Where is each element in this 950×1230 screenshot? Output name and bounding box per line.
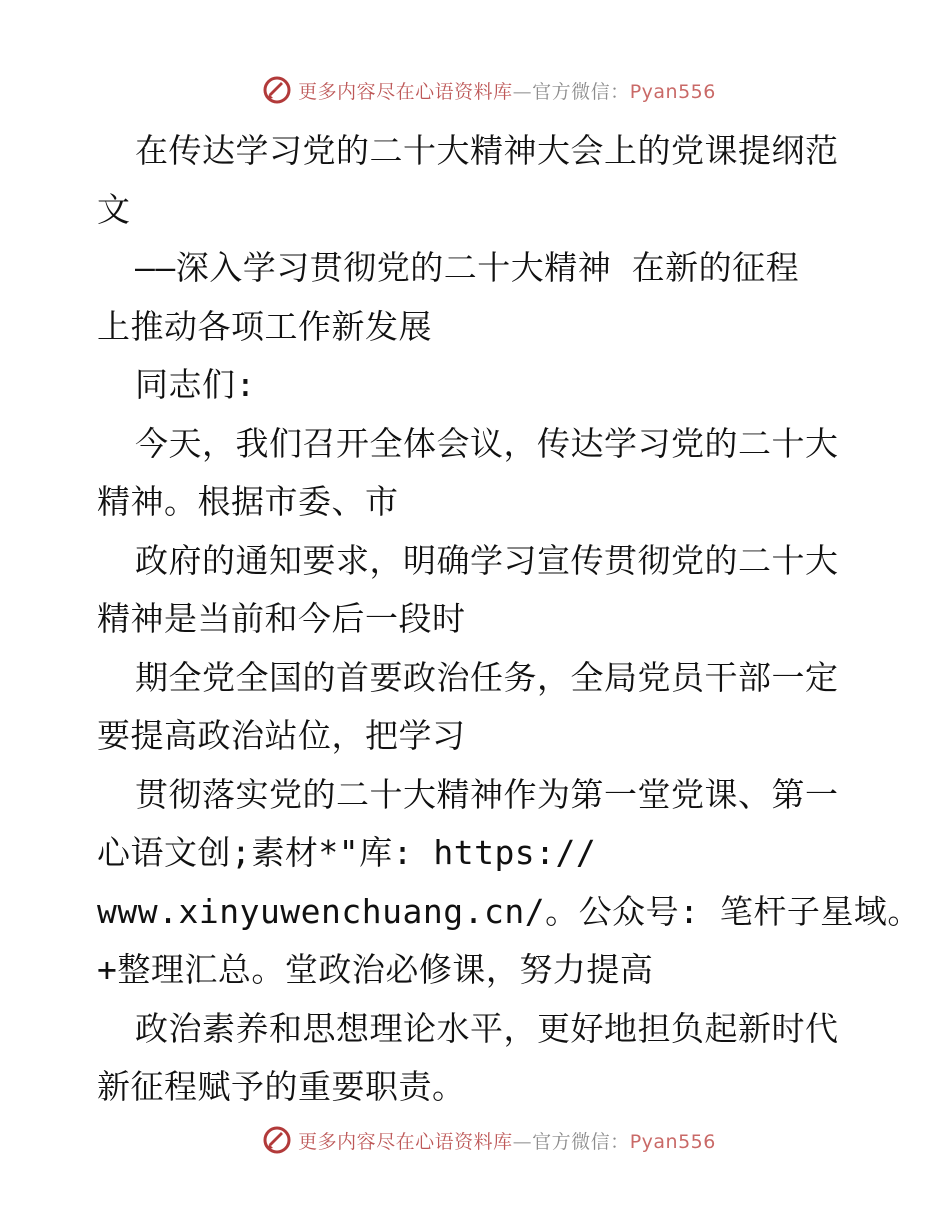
text-line: 要提高政治站位，把学习 xyxy=(97,716,466,755)
quill-logo-icon xyxy=(262,1125,292,1155)
banner-prefix: 更多内容尽在心语资料库 xyxy=(298,1130,513,1153)
banner-inner xyxy=(234,75,716,105)
text-line: 同志们: xyxy=(135,365,256,404)
text-line: 新征程赋予的重要职责。 xyxy=(97,1067,466,1106)
text-line: 期全党全国的首要政治任务，全局党员干部一定 xyxy=(135,657,839,697)
banner-middle: 官方微信： xyxy=(532,1130,630,1153)
text-line: 精神。根据市委、市 xyxy=(97,482,399,521)
quill-logo-icon xyxy=(262,75,292,105)
footer-watermark-banner xyxy=(0,1120,950,1160)
text-line: 精神是当前和今后一段时 xyxy=(97,599,466,638)
banner-text xyxy=(298,77,716,104)
text-line: ——深入学习贯彻党的二十大精神 在新的征程 xyxy=(135,248,800,287)
banner-text xyxy=(298,1127,716,1154)
text-line: 上推动各项工作新发展 xyxy=(97,306,432,346)
text-line: www.xinyuwenchuang.cn/。公众号: 笔杆子星域。 xyxy=(97,891,921,931)
text-line: 文 xyxy=(97,189,131,229)
text-line: 贯彻落实党的二十大精神作为第一堂党课、第一 xyxy=(135,774,839,814)
banner-prefix: 更多内容尽在心语资料库 xyxy=(298,80,513,103)
text-line: 今天，我们召开全体会议，传达学习党的二十大 xyxy=(135,423,839,463)
header-watermark-banner xyxy=(0,70,950,110)
text-line: 心语文创;素材*"库: https:// xyxy=(97,833,597,872)
text-line: 政治素养和思想理论水平，更好地担负起新时代 xyxy=(135,1008,839,1048)
banner-id: Pyan556 xyxy=(629,1130,716,1153)
text-line: +整理汇总。堂政治必修课，努力提高 xyxy=(97,950,654,989)
text-line: 在传达学习党的二十大精神大会上的党课提纲范 xyxy=(135,131,839,170)
banner-separator: — xyxy=(512,1130,533,1153)
banner-middle: 官方微信： xyxy=(532,80,630,103)
banner-separator: — xyxy=(512,80,533,103)
text-line: 政府的通知要求，明确学习宣传贯彻党的二十大 xyxy=(135,540,839,580)
banner-id: Pyan556 xyxy=(629,80,716,103)
banner-inner xyxy=(234,1125,716,1155)
document-body xyxy=(97,122,921,1117)
